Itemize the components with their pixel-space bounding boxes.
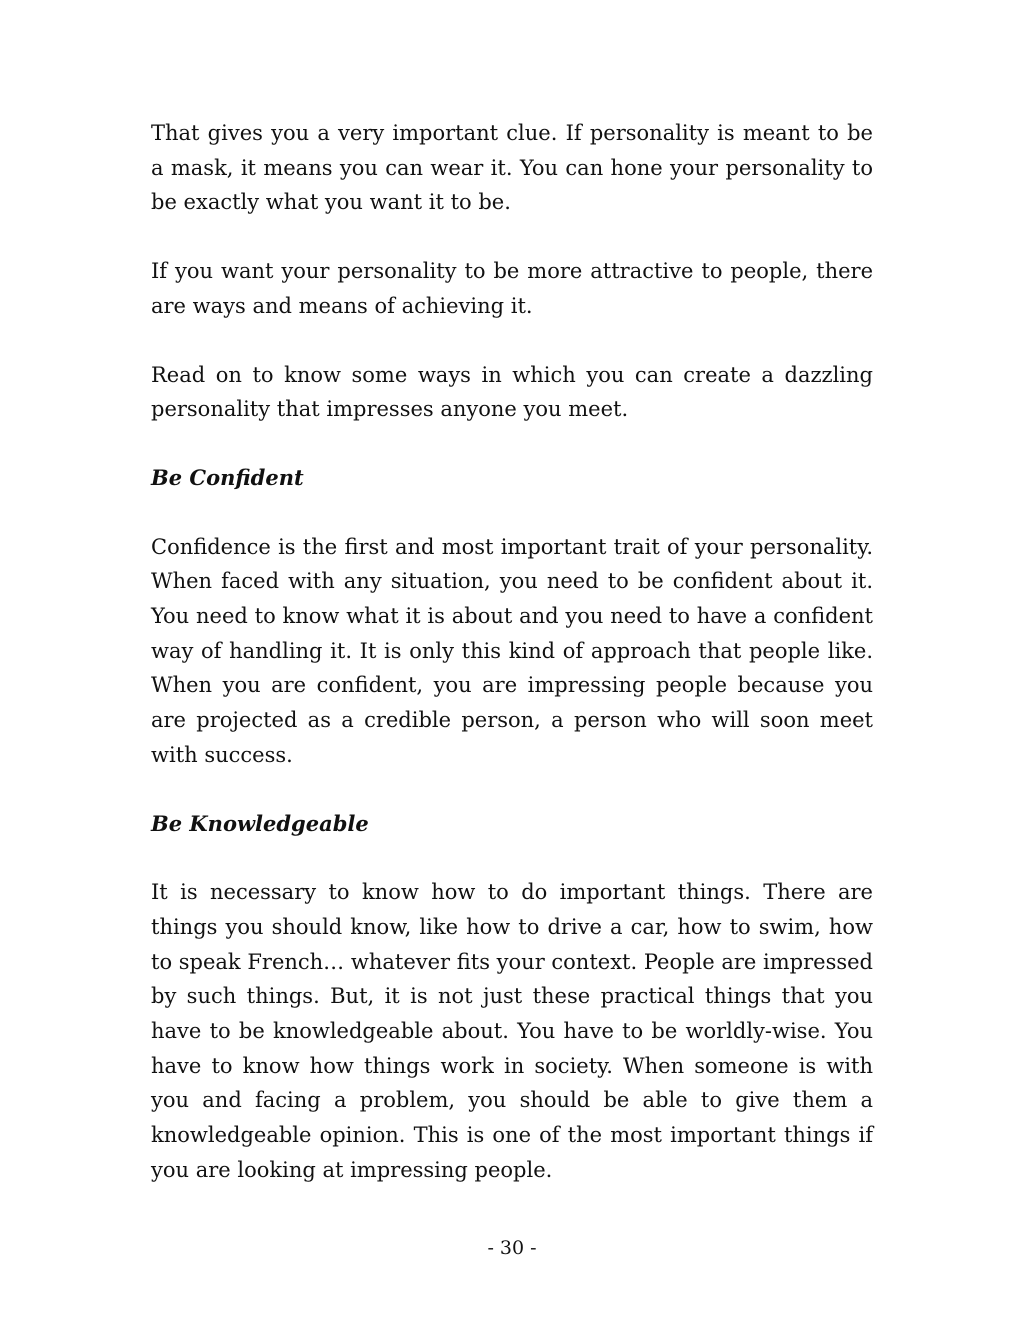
heading-be-knowledgeable: Be Knowledgeable [151, 810, 369, 836]
paragraph-attractive-personality: If you want your personality to be more attractive to people, there are ways and means of achieving it. [151, 259, 873, 318]
paragraph-knowledge: It is necessary to know how to do important things. There are things you should know, like how to drive a car, how to swim, how to speak French… whatever fits your context. People are impressed by such things. But, it is not just these practical things that you have to be knowledgeable about. You have to be worldly-wise. You have to know how things work in society. When someone is with you and facing a problem, you should be able to give them a knowledgeable opinion. This is one of the most important things if you are looking at impressing people. [151, 880, 873, 1182]
page-number: - 30 - [487, 1237, 537, 1259]
paragraph-confidence: Confidence is the first and most important trait of your personality. When faced with any situation, you need to be confident about it. You need to know what it is about and you need to have a confident way of handling it. It is only this kind of approach that people like. When you are confident, you are impressing people because you are projected as a credible person, a person who will soon meet with success. [151, 534, 873, 767]
heading-be-confident: Be Confident [151, 464, 304, 490]
paragraph-read-on: Read on to know some ways in which you can create a dazzling personality that impresses anyone you meet. [151, 362, 873, 422]
page-body [151, 116, 873, 1188]
paragraph-personality-mask: That gives you a very important clue. If personality is meant to be a mask, it means you can wear it. You can hone your personality to be exactly what you want it to be. [151, 121, 873, 215]
